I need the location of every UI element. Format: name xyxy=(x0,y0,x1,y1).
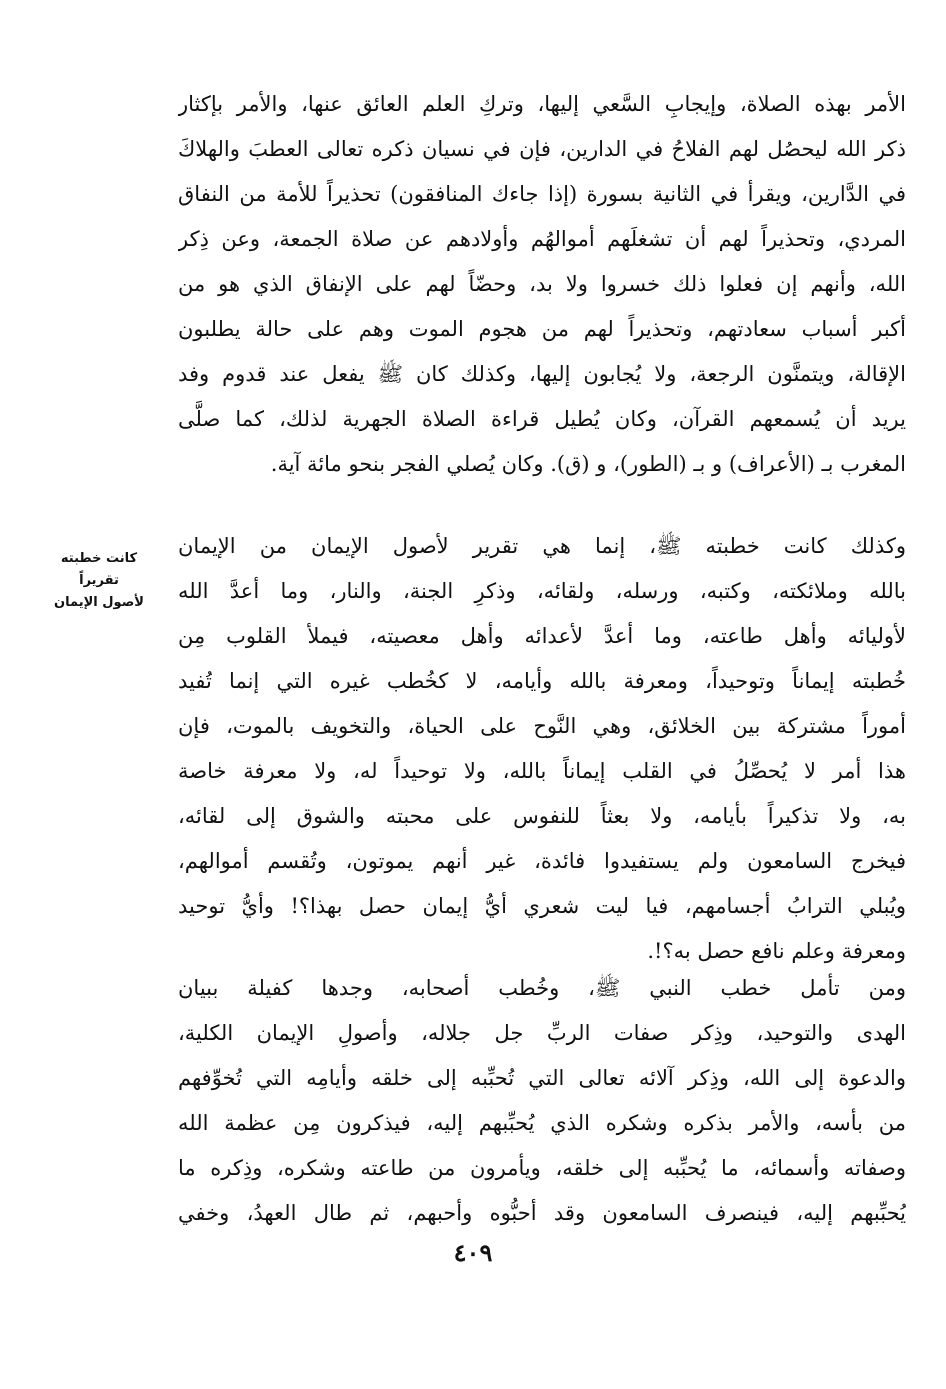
text-line: ومعرفة وعلم نافع حصل به؟!. xyxy=(647,939,906,963)
text-line: ذكر الله ليحصُل لهم الفلاحُ في الدارين، فإن في نسيان ذكره تعالى العطبَ والهلاكَ xyxy=(178,137,906,161)
margin-note xyxy=(40,548,158,614)
text-line: الله، وأنهم إن فعلوا ذلك خسروا ولا بد، وحضّاً لهم على الإنفاق الذي هو من xyxy=(178,272,906,296)
text-line: لأوليائه وأهل طاعته، وما أعدَّ لأعدائه وأهل معصيته، فيملأ القلوب مِن xyxy=(178,624,906,648)
text-line: والدعوة إلى الله، وذِكر آلائه تعالى التي تُحبِّبه إلى خلقه وأيامِه التي تُخوِّفهم xyxy=(178,1066,906,1090)
text-line: به، ولا تذكيراً بأيامه، ولا بعثاً للنفوس على محبته والشوق إلى لقائه، xyxy=(178,804,906,828)
text-line: وكذلك كانت خطبته ﷺ، إنما هي تقرير لأصول الإيمان من الإيمان xyxy=(178,534,906,558)
text-line: من بأسه، والأمر بذكره وشكره الذي يُحبِّبهم إليه، فيذكرون مِن عظمة الله xyxy=(178,1111,906,1135)
paragraph-1 xyxy=(178,82,906,487)
text-line: خُطبته إيماناً وتوحيداً، ومعرفة بالله وأيامه، لا كخُطب غيره التي إنما تُفيد xyxy=(178,669,906,693)
text-line: أموراً مشتركة بين الخلائق، وهي النَّوح على الحياة، والتخويف بالموت، فإن xyxy=(178,714,906,738)
text-line: الإقالة، ويتمنَّون الرجعة، ولا يُجابون إليها، وكذلك كان ﷺ يفعل عند قدوم وفد xyxy=(178,362,906,386)
text-line: المغرب بـ (الأعراف) و بـ (الطور)، و (ق). وكان يُصلي الفجر بنحو مائة آية. xyxy=(270,452,906,476)
text-line: ويُبلي الترابُ أجسامهم، فيا ليت شعري أيُّ إيمان حصل بهذا؟! وأيُّ توحيد xyxy=(178,894,906,918)
text-line: يريد أن يُسمعهم القرآن، وكان يُطيل قراءة الصلاة الجهرية لذلك، كما صلَّى xyxy=(178,407,906,431)
margin-note-line: كانت خطبته تقريراً xyxy=(60,551,138,588)
text-line: الهدى والتوحيد، وذِكر صفات الربِّ جل جلاله، وأصولِ الإيمان الكلية، xyxy=(178,1021,906,1045)
text-line: في الدَّارين، ويقرأ في الثانية بسورة (إذا جاءك المنافقون) تحذيراً للأمة من النفاق xyxy=(178,182,906,206)
margin-note-line: لأصول الإيمان xyxy=(54,595,144,610)
text-line: فيخرج السامعون ولم يستفيدوا فائدة، غير أنهم يموتون، وتُقسم أموالهم، xyxy=(178,849,906,873)
text-line: أكبر أسباب سعادتهم، وتحذيراً لهم من هجوم الموت وهم على حالة يطلبون xyxy=(178,317,906,341)
text-line: وصفاته وأسمائه، ما يُحبِّبه إلى خلقه، ويأمرون من طاعته وشكره، وذِكره ما xyxy=(178,1156,906,1180)
text-line: الأمر بهذه الصلاة، وإيجابِ السَّعي إليها، وتركِ العلم العائق عنها، والأمر بإكثار xyxy=(178,92,906,116)
text-line: يُحبِّبهم إليه، فينصرف السامعون وقد أحبُّوه وأحبهم، ثم طال العهدُ، وخفي xyxy=(178,1201,906,1225)
text-line: بالله وملائكته، وكتبه، ورسله، ولقائه، وذكرِ الجنة، والنار، وما أعدَّ الله xyxy=(178,579,906,603)
paragraph-3 xyxy=(178,966,906,1236)
page-number: ٤٠٩ xyxy=(453,1238,493,1267)
paragraph-2 xyxy=(178,524,906,974)
text-line: المردي، وتحذيراً لهم أن تشغلَهم أموالهُم وأولادهم عن صلاة الجمعة، وعن ذِكر xyxy=(178,227,906,251)
text-line: هذا أمر لا يُحصِّلُ في القلب إيماناً بالله، ولا توحيداً له، ولا معرفة خاصة xyxy=(178,759,906,783)
text-line: ومن تأمل خطب النبي ﷺ، وخُطب أصحابه، وجدها كفيلة ببيان xyxy=(178,976,906,1000)
